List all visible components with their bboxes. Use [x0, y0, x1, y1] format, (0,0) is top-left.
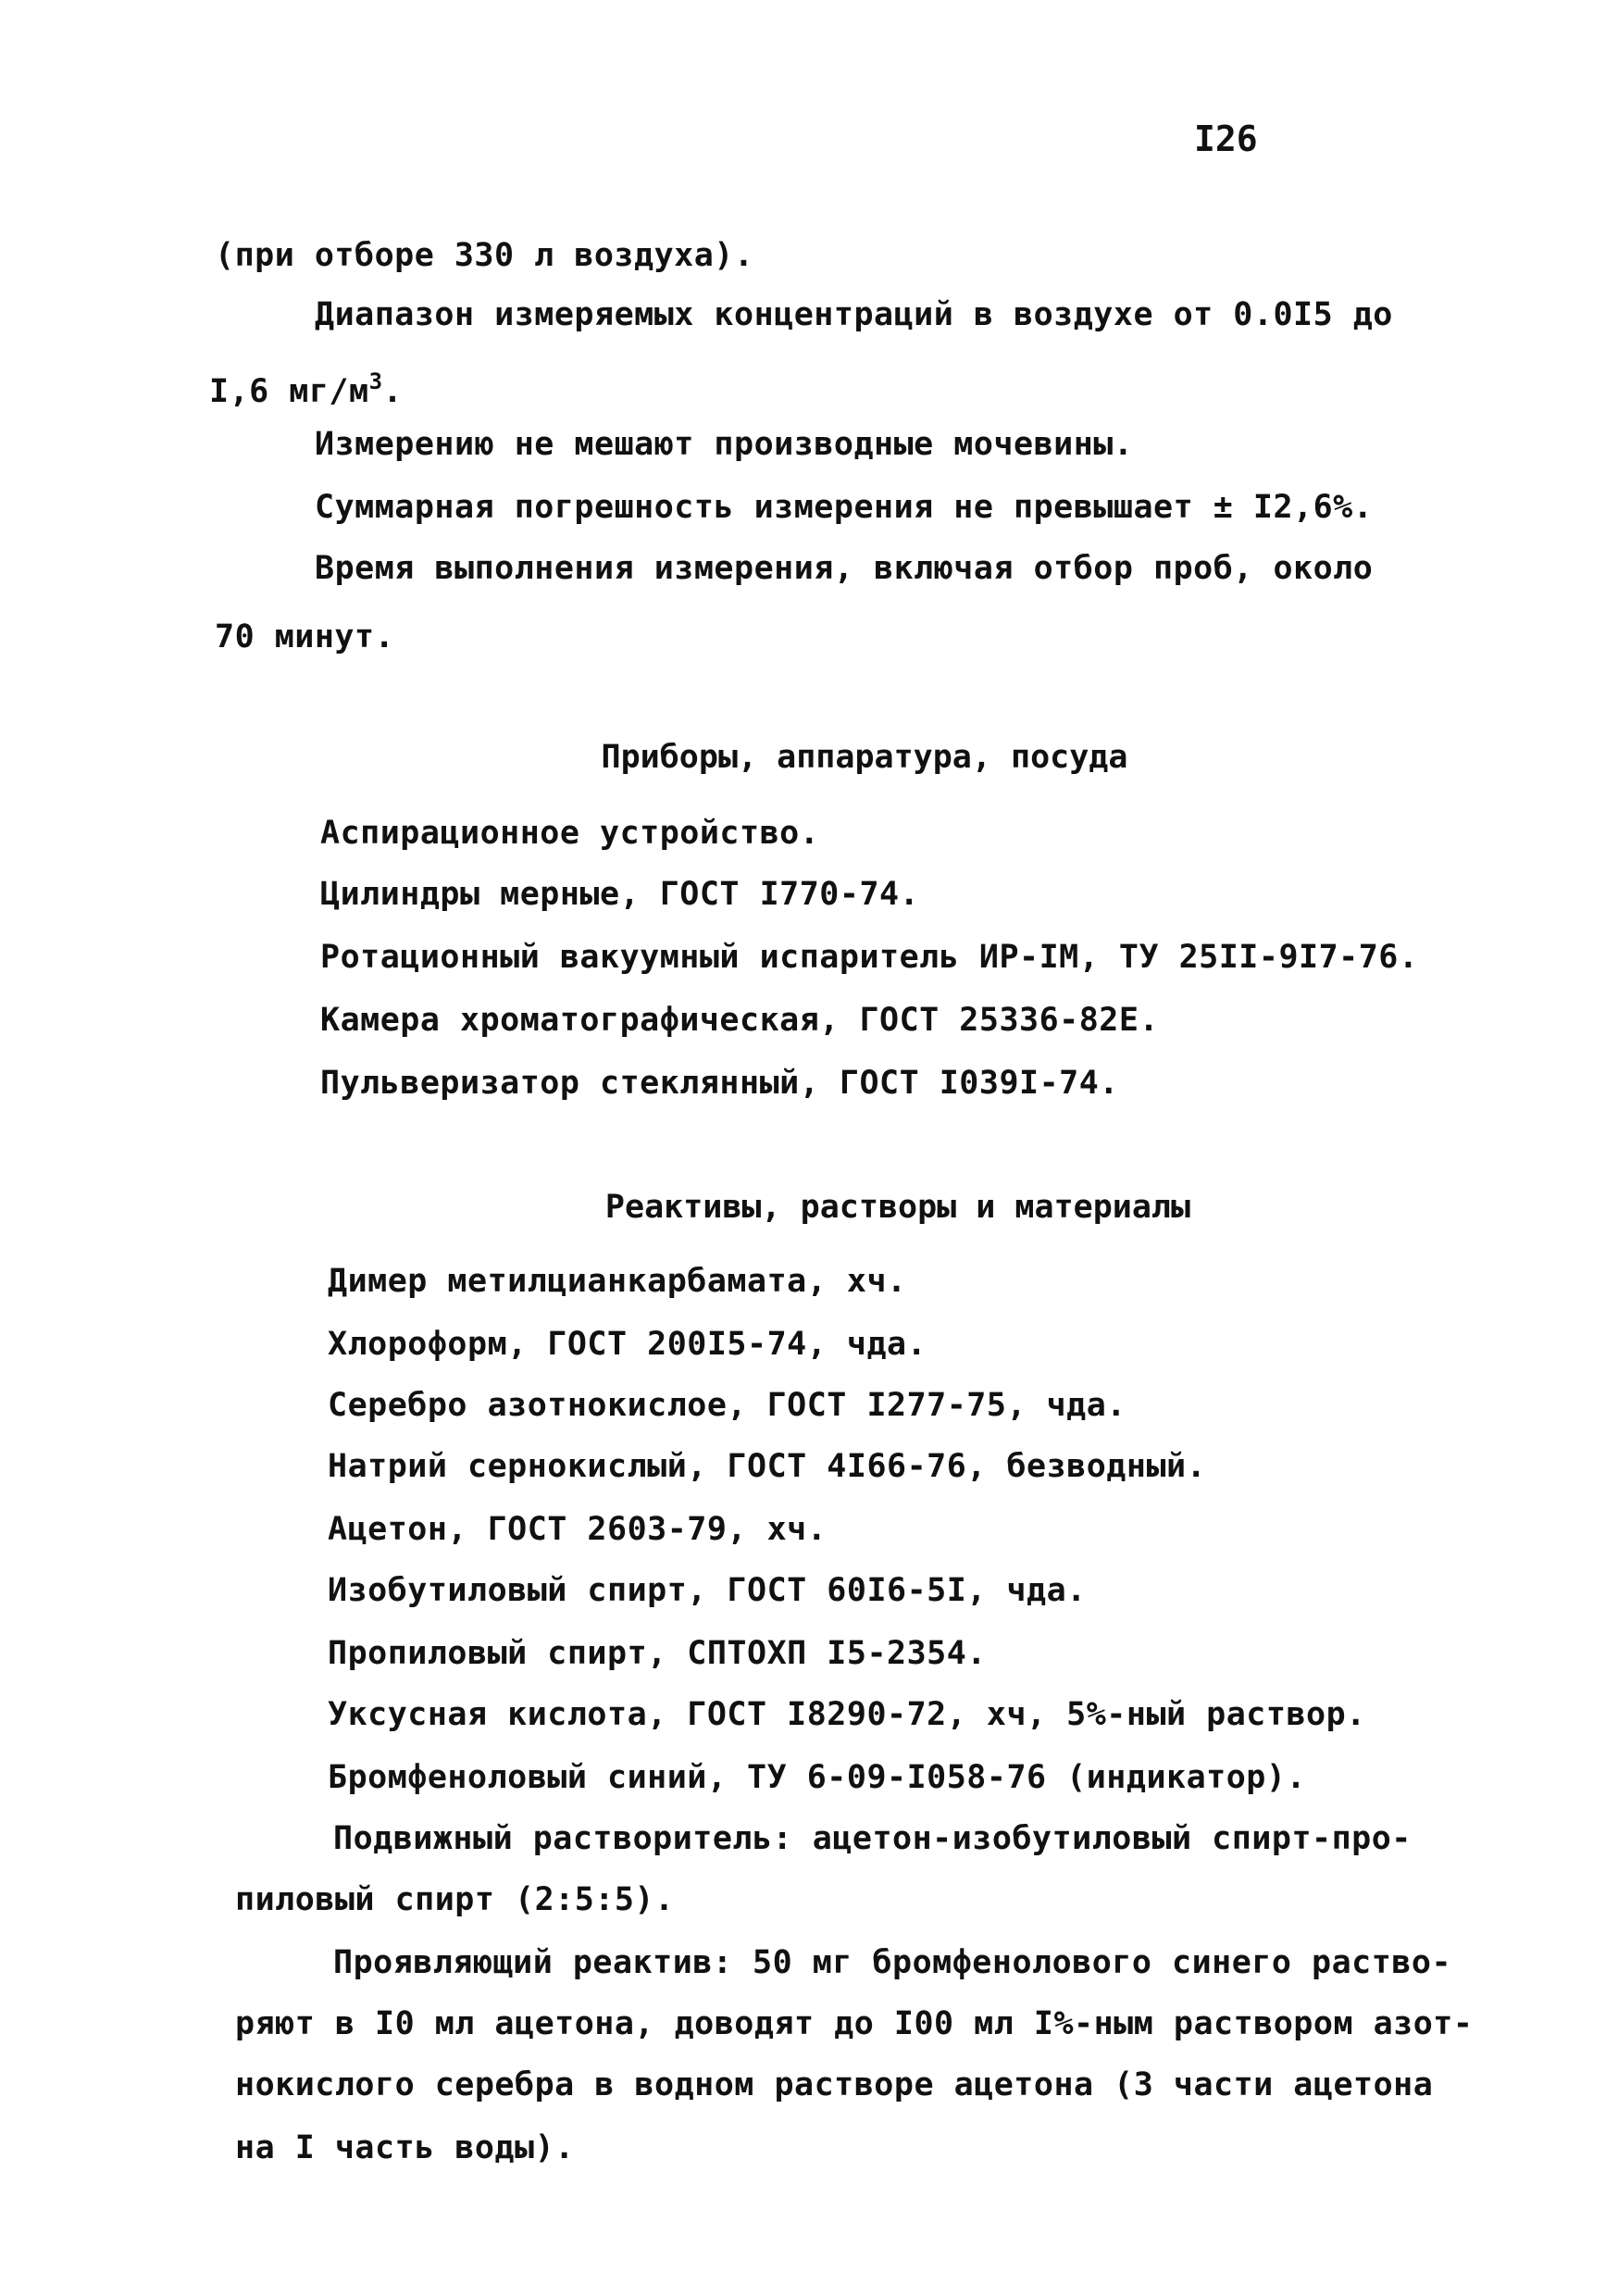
developer-line-4: на I часть воды).	[235, 2129, 575, 2166]
page-number: I26	[1194, 119, 1258, 159]
reagent-item-3: Серебро азотнокислое, ГОСТ I277-75, чда.	[328, 1387, 1126, 1424]
developer-line-2: ряют в I0 мл ацетона, доводят до I00 мл I%-ным раствором азот-	[235, 2005, 1474, 2042]
developer-line-3: нокислого серебра в водном растворе ацетона (3 части ацетона	[235, 2066, 1434, 2103]
equipment-item-2: Цилиндры мерные, ГОСТ I770-74.	[320, 876, 920, 913]
equipment-item-4: Камера хроматографическая, ГОСТ 25336-82Е.	[320, 1002, 1160, 1039]
equipment-heading: Приборы, аппаратура, посуда	[601, 739, 1128, 776]
intro-line-5: Суммарная погрешность измерения не превышает ± I2,6%.	[315, 489, 1374, 526]
reagent-item-8: Уксусная кислота, ГОСТ I8290-72, хч, 5%-ный раствор.	[328, 1696, 1366, 1733]
equipment-item-1: Аспирационное устройство.	[320, 815, 820, 852]
reagent-item-9: Бромфеноловый синий, ТУ 6-09-I058-76 (индикатор).	[328, 1759, 1307, 1796]
reagent-item-7: Пропиловый спирт, СПТОХП I5-2354.	[328, 1635, 987, 1672]
intro-line-7: 70 минут.	[215, 618, 395, 655]
solvent-line-1: Подвижный растворитель: ацетон-изобутиловый спирт-про-	[333, 1820, 1412, 1857]
intro-line-4: Измерению не мешают производные мочевины.	[315, 426, 1134, 463]
intro-line-6: Время выполнения измерения, включая отбор проб, около	[315, 550, 1374, 587]
concentration-value: I,6 мг/м	[209, 373, 369, 410]
intro-line-2: Диапазон измеряемых концентраций в воздухе от 0.0I5 до	[315, 296, 1393, 333]
reagents-heading: Реактивы, растворы и материалы	[604, 1189, 1191, 1226]
intro-line-1: (при отборе 330 л воздуха).	[215, 237, 754, 274]
reagent-item-5: Ацетон, ГОСТ 2603-79, хч.	[328, 1511, 828, 1548]
solvent-line-2: пиловый спирт (2:5:5).	[235, 1881, 675, 1918]
reagent-item-4: Натрий сернокислый, ГОСТ 4I66-76, безводный.	[328, 1448, 1207, 1485]
reagent-item-2: Хлороформ, ГОСТ 200I5-74, чда.	[328, 1326, 927, 1363]
reagent-item-1: Димер метилцианкарбамата, хч.	[328, 1263, 907, 1300]
intro-line-3-end: .	[382, 373, 404, 410]
reagent-item-6: Изобутиловый спирт, ГОСТ 60I6-5I, чда.	[328, 1572, 1087, 1609]
equipment-item-5: Пульверизатор стеклянный, ГОСТ I039I-74.	[320, 1065, 1119, 1102]
equipment-item-3: Ротационный вакуумный испаритель ИР-IМ, ТУ 25II-9I7-76.	[320, 939, 1419, 976]
developer-line-1: Проявляющий реактив: 50 мг бромфенолового синего раство-	[333, 1944, 1452, 1981]
unit-superscript: 3	[368, 368, 383, 394]
intro-line-3	[209, 363, 403, 410]
